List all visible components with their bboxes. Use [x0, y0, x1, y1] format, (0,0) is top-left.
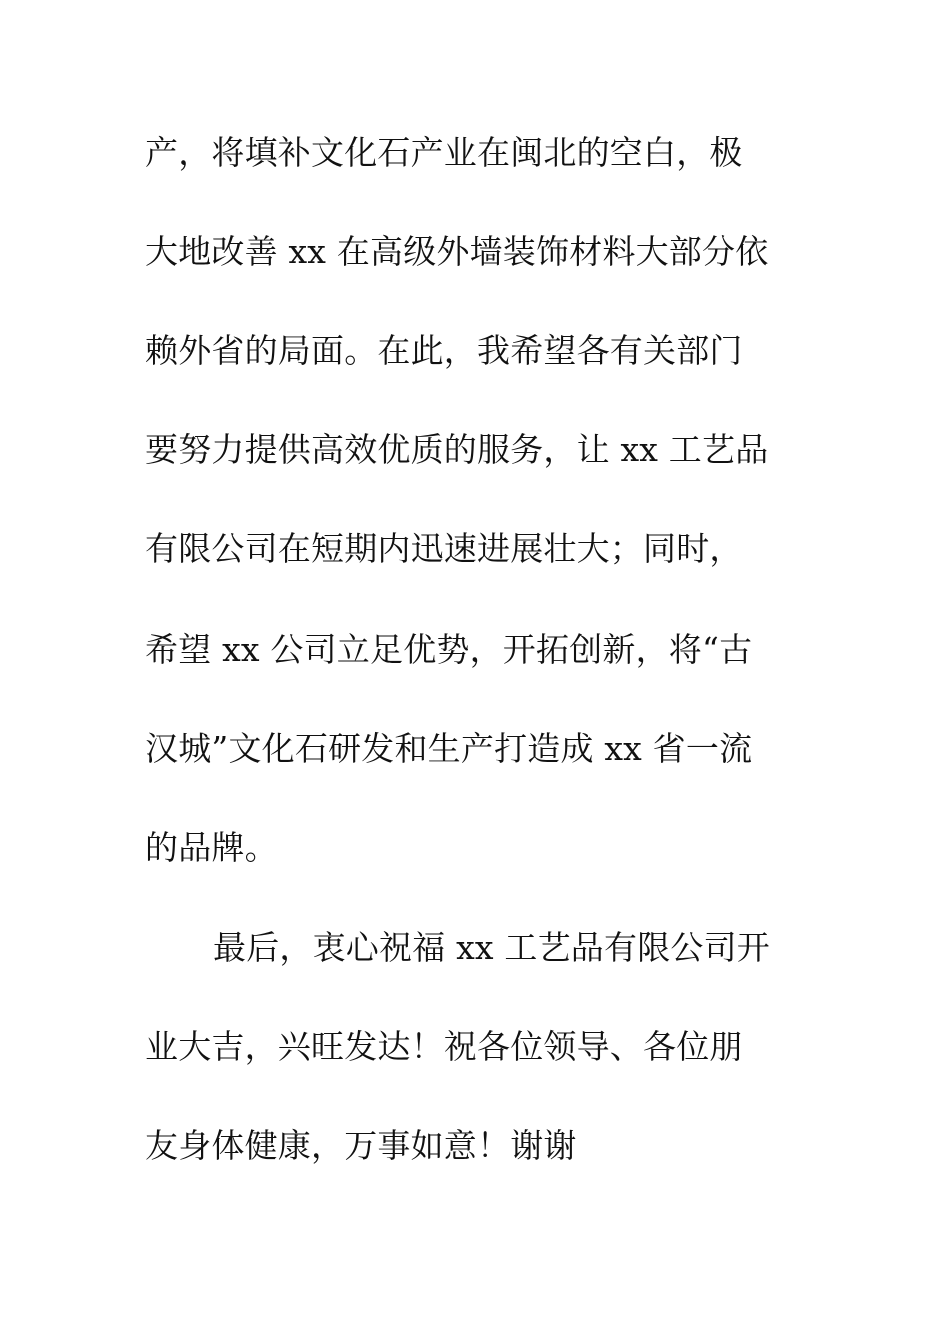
text-line-1: 产，将填补文化石产业在闽北的空白，极 — [145, 133, 743, 172]
text-line-8: 的品牌。 — [145, 828, 278, 867]
text-line-5: 有限公司在短期内迅速进展壮大；同时， — [145, 529, 743, 568]
text-line-2: 大地改善 xx 在高级外墙装饰材料大部分依 — [145, 232, 769, 271]
text-line-7: 汉城”文化石研发和生产打造成 xx 省一流 — [145, 729, 753, 768]
text-line-4: 要努力提供高效优质的服务，让 xx 工艺品 — [145, 430, 769, 469]
text-line-9: 最后，衷心祝福 xx 工艺品有限公司开 — [213, 928, 771, 967]
text-line-11: 友身体健康，万事如意！谢谢 — [145, 1126, 577, 1165]
text-line-3: 赖外省的局面。在此，我希望各有关部门 — [145, 331, 743, 370]
text-line-6: 希望 xx 公司立足优势，开拓创新，将“古 — [145, 630, 753, 669]
text-line-10: 业大吉，兴旺发达！祝各位领导、各位朋 — [145, 1027, 743, 1066]
